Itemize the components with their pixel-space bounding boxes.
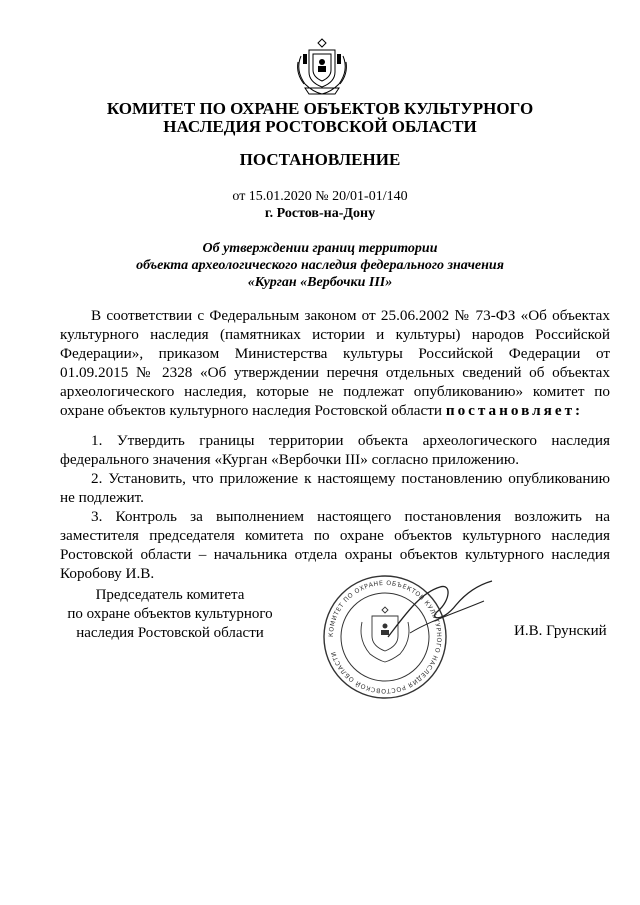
subject-line-3: «Курган «Вербочки III» [247,275,393,290]
coat-of-arms-icon [291,36,353,98]
signatory-title-line-2: по охране объектов культурного [67,606,273,622]
resolution-items [60,431,610,583]
handwritten-signature [380,575,500,655]
resolves-word: постановляет: [445,402,584,419]
seal-text: КОМИТЕТ ПО ОХРАНЕ ОБЪЕКТОВ КУЛЬТУРНОГО НАСЛЕДИЯ РОСТОВСКОЙ ОБЛАСТИ [327,579,443,695]
header-line-1: КОМИТЕТ ПО ОХРАНЕ ОБЪЕКТОВ КУЛЬТУРНОГО [106,99,534,118]
signatory-title-line-1: Председатель комитета [95,587,245,603]
document-city: г. Ростов-на-Дону [264,206,376,221]
preamble-text: В соответствии с Федеральным законом от 25.06.2002 № 73-ФЗ «Об объектах культурного наследия (памятниках истории и культуры) народов Российской Федерации», приказом Министерства культуры Российской Федерации от 01.09.2015 № 2328 «Об утверждении перечня отдельных сведений об объектах археологического наследия, которые не подлежат опубликованию» комитет по охране объектов культурного наследия Ростовской области [60,307,610,419]
resolution-item-2: 2. Установить, что приложение к настоящему постановлению опубликованию не подлежит. [60,470,610,506]
resolution-item-1: 1. Утвердить границы территории объекта археологического наследия федерального значения «Курган «Вербочки III» согласно приложению. [60,432,610,468]
document-subject [0,240,640,291]
document-date-number: от 15.01.2020 № 20/01-01/140 [232,189,408,204]
signatory-name: И.В. Грунский [514,623,607,639]
document-type: ПОСТАНОВЛЕНИЕ [239,150,401,169]
signatory-title [60,586,280,643]
subject-line-1: Об утверждении границ территории [202,241,438,256]
subject-line-2: объекта археологического наследия федерального значения [136,258,504,273]
preamble-paragraph [60,306,610,420]
header-line-2: НАСЛЕДИЯ РОСТОВСКОЙ ОБЛАСТИ [163,117,477,136]
resolution-item-3: 3. Контроль за выполнением настоящего постановления возложить на заместителя председателя комитета по охране объектов культурного наследия Ростовской области – начальника отдела охраны объектов культурного наследия Коробову И.В. [60,508,610,582]
signatory-title-line-3: наследия Ростовской области [76,625,264,641]
organization-header [0,100,640,136]
